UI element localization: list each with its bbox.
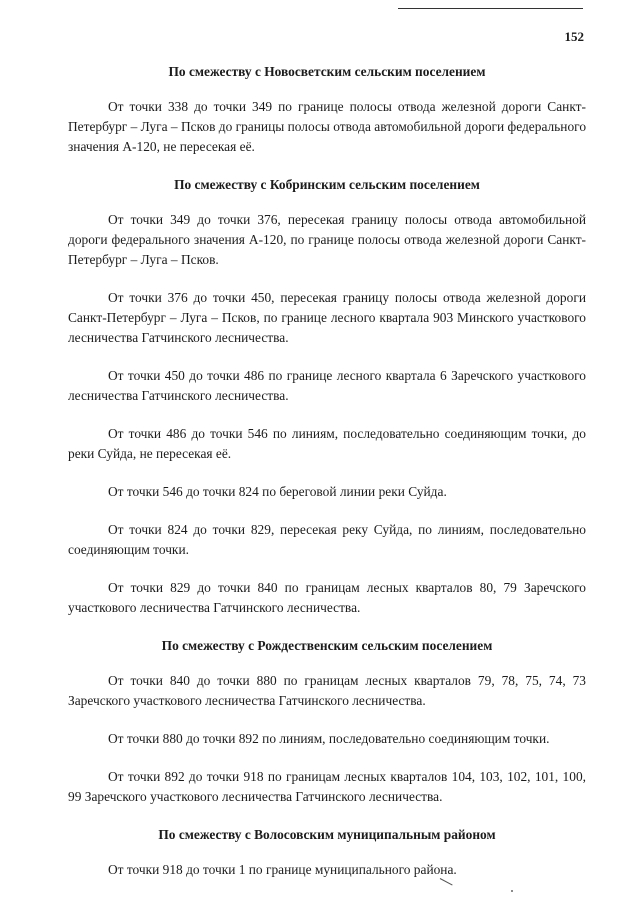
section-volosovsky <box>68 825 586 880</box>
section-heading: По смежеству с Кобринским сельским поселением <box>174 177 480 192</box>
paragraph: От точки 376 до точки 450, пересекая границу полосы отвода железной дороги Санкт-Петербург – Луга – Псков, по границе лесного квартала 903 Минского участкового лесничества Гатчинского лесничества. <box>68 290 586 345</box>
section-rozhdestvenskoe <box>68 636 586 807</box>
section-novosvetskoe <box>68 62 586 157</box>
section-kobrinskoe <box>68 175 586 618</box>
paragraph: От точки 829 до точки 840 по границам лесных кварталов 80, 79 Заречского участкового лесничества Гатчинского лесничества. <box>68 580 586 615</box>
paragraph: От точки 880 до точки 892 по линиям, последовательно соединяющим точки. <box>108 731 550 746</box>
paragraph: От точки 918 до точки 1 по границе муниципального района. <box>108 862 457 877</box>
section-heading: По смежеству с Рождественским сельским поселением <box>161 638 493 653</box>
paragraph: От точки 892 до точки 918 по границам лесных кварталов 104, 103, 102, 101, 100, 99 Заречского участкового лесничества Гатчинского лесничества. <box>68 769 586 804</box>
paragraph: От точки 840 до точки 880 по границам лесных кварталов 79, 78, 75, 74, 73 Заречского участкового лесничества Гатчинского лесничества. <box>68 673 586 708</box>
page-number: 152 <box>564 29 584 44</box>
paragraph: От точки 338 до точки 349 по границе полосы отвода железной дороги Санкт-Петербург – Луга – Псков до границы полосы отвода автомобильной дороги федерального значения А-120, не пересекая её. <box>68 99 587 154</box>
paragraph: От точки 349 до точки 376, пересекая границу полосы отвода автомобильной дороги федерального значения А-120, по границе полосы отвода железной дороги Санкт-Петербург – Луга – Псков. <box>68 212 586 267</box>
paragraph: От точки 450 до точки 486 по границе лесного квартала 6 Заречского участкового лесничества Гатчинского лесничества. <box>68 368 586 403</box>
paragraph: От точки 824 до точки 829, пересекая реку Суйда, по линиям, последовательно соединяющим точки. <box>68 522 586 557</box>
section-heading: По смежеству с Новосветским сельским поселением <box>168 64 486 79</box>
document-body <box>68 62 586 898</box>
scan-artifact-dot <box>511 890 513 892</box>
paragraph: От точки 546 до точки 824 по береговой линии реки Суйда. <box>108 484 447 499</box>
section-heading: По смежеству с Волосовским муниципальным районом <box>158 827 496 842</box>
paragraph: От точки 486 до точки 546 по линиям, последовательно соединяющим точки, до реки Суйда, не пересекая её. <box>68 426 586 461</box>
header-rule <box>398 8 583 9</box>
